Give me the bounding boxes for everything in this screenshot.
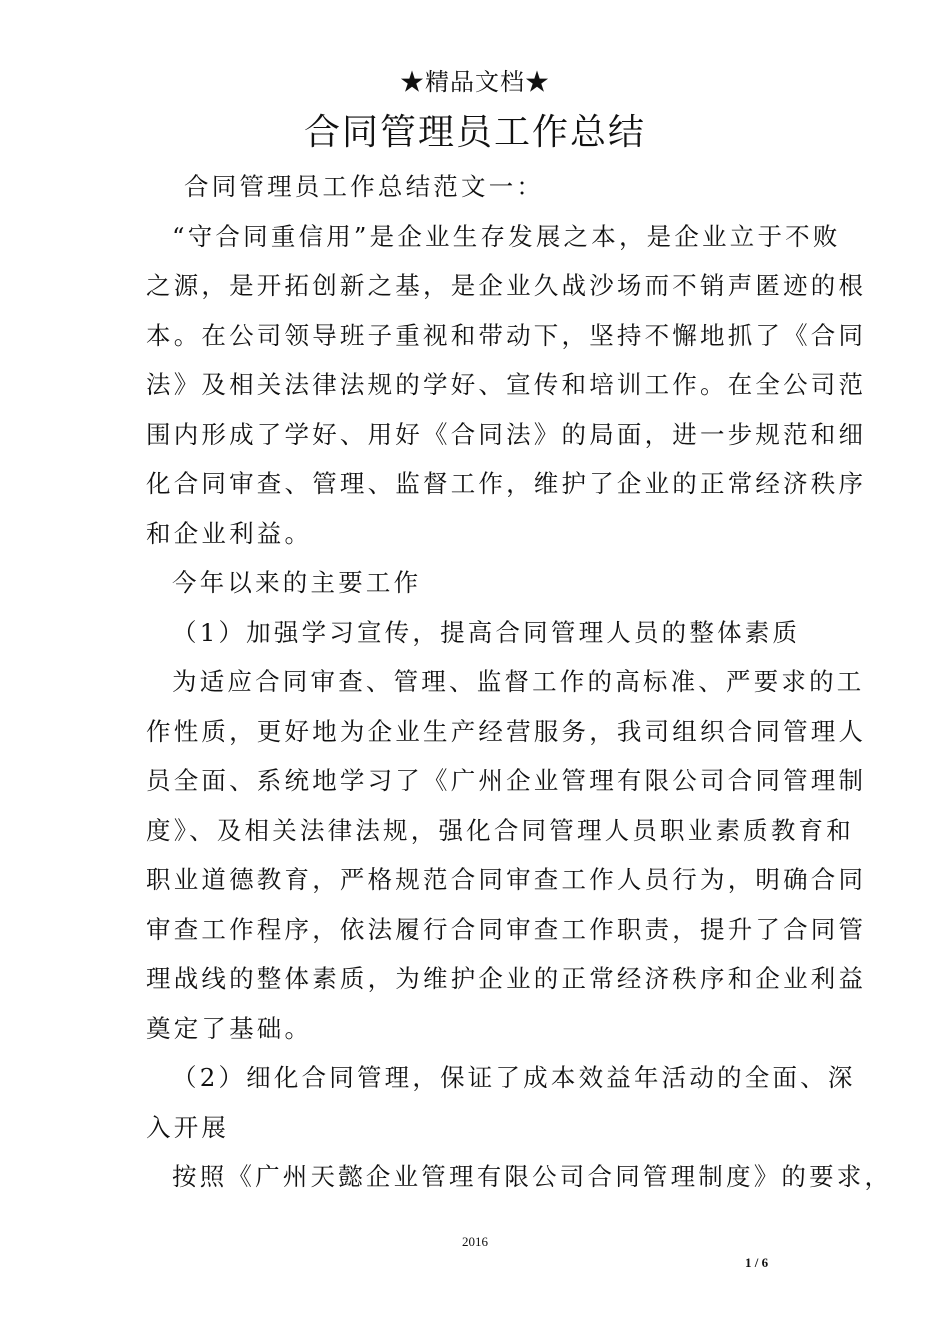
header-mark: ★精品文档★ [400, 68, 550, 96]
paragraph-line: 理战线的整体素质，为维护企业的正常经济秩序和企业利益 [146, 964, 867, 993]
paragraph-line: 奠定了基础。 [146, 1013, 313, 1043]
subsection-heading: （1）加强学习宣传，提高合同管理人员的整体素质 [172, 617, 801, 647]
paragraph-line: 职业道德教育，严格规范合同审查工作人员行为，明确合同 [146, 865, 867, 894]
paragraph-line: 入开展 [146, 1112, 230, 1142]
paragraph-line: 之源，是开拓创新之基，是企业久战沙场而不销声匿迹的根 [146, 271, 867, 300]
section-heading: 今年以来的主要工作 [172, 568, 422, 597]
paragraph-line: 围内形成了学好、用好《合同法》的局面，进一步规范和细 [146, 419, 867, 449]
paragraph-line: 作性质，更好地为企业生产经营服务，我司组织合同管理人 [146, 716, 867, 746]
footer-year: 2016 [462, 1234, 488, 1249]
document-body [146, 162, 893, 1202]
paragraph-line: 法》及相关法律法规的学好、宣传和培训工作。在全公司范 [146, 370, 867, 399]
paragraph-line: 审查工作程序，依法履行合同审查工作职责，提升了合同管 [146, 914, 867, 944]
paragraph-line: 按照《广州天懿企业管理有限公司合同管理制度》的要求， [172, 1162, 893, 1191]
subsection-heading: （2）细化合同管理，保证了成本效益年活动的全面、深 [172, 1063, 856, 1092]
paragraph-line: 本。在公司领导班子重视和带动下，坚持不懈地抓了《合同 [146, 320, 867, 350]
paragraph-line: 为适应合同审查、管理、监督工作的高标准、严要求的工 [172, 667, 865, 696]
paragraph-line: 和企业利益。 [146, 518, 313, 548]
paragraph-line: “守合同重信用”是企业生存发展之本，是企业立于不败 [172, 221, 841, 251]
paragraph-line: 度》、及相关法律法规，强化合同管理人员职业素质教育和 [146, 815, 854, 845]
document-title: 合同管理员工作总结 [303, 112, 646, 153]
paragraph-line: 化合同审查、管理、监督工作，维护了企业的正常经济秩序 [146, 469, 867, 498]
paragraph-line: 员全面、系统地学习了《广州企业管理有限公司合同管理制 [146, 766, 867, 795]
page-number: 1 / 6 [745, 1255, 769, 1270]
paragraph-line: 合同管理员工作总结范文一： [184, 172, 545, 201]
